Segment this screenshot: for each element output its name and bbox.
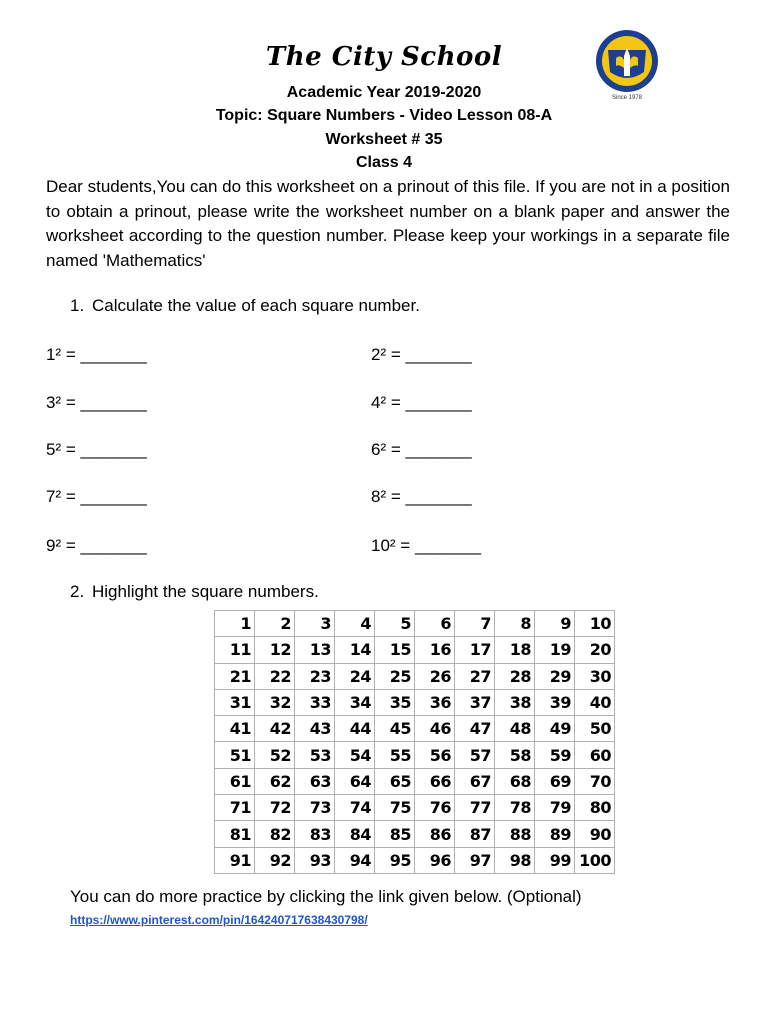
grid-cell[interactable]: 27 bbox=[455, 663, 495, 689]
grid-cell[interactable]: 34 bbox=[335, 689, 375, 715]
question-2 bbox=[70, 582, 319, 602]
grid-cell[interactable]: 9 bbox=[535, 611, 575, 637]
grid-cell[interactable]: 2 bbox=[255, 611, 295, 637]
grid-cell[interactable]: 90 bbox=[575, 821, 615, 847]
grid-cell[interactable]: 64 bbox=[335, 768, 375, 794]
grid-cell[interactable]: 68 bbox=[495, 768, 535, 794]
topic-title: Topic: Square Numbers - Video Lesson 08-A bbox=[215, 107, 553, 124]
grid-cell[interactable]: 22 bbox=[255, 663, 295, 689]
grid-cell[interactable]: 72 bbox=[255, 795, 295, 821]
grid-row bbox=[215, 689, 615, 715]
grid-cell[interactable]: 51 bbox=[215, 742, 255, 768]
grid-cell[interactable]: 30 bbox=[575, 663, 615, 689]
grid-cell[interactable]: 37 bbox=[455, 689, 495, 715]
question-1 bbox=[70, 296, 420, 316]
grid-row bbox=[215, 611, 615, 637]
grid-cell[interactable]: 21 bbox=[215, 663, 255, 689]
grid-cell[interactable]: 25 bbox=[375, 663, 415, 689]
grid-row bbox=[215, 847, 615, 873]
grid-cell[interactable]: 81 bbox=[215, 821, 255, 847]
grid-cell[interactable]: 57 bbox=[455, 742, 495, 768]
grid-cell[interactable]: 93 bbox=[295, 847, 335, 873]
grid-cell[interactable]: 71 bbox=[215, 795, 255, 821]
worksheet-number: Worksheet # 35 bbox=[325, 131, 443, 148]
grid-cell[interactable]: 75 bbox=[375, 795, 415, 821]
grid-cell[interactable]: 31 bbox=[215, 689, 255, 715]
grid-cell[interactable]: 8 bbox=[495, 611, 535, 637]
question-2-text: Highlight the square numbers. bbox=[92, 582, 319, 601]
grid-row bbox=[215, 795, 615, 821]
square-item: 10² = _______ bbox=[371, 536, 482, 555]
grid-cell[interactable]: 13 bbox=[295, 637, 335, 663]
grid-cell[interactable]: 89 bbox=[535, 821, 575, 847]
grid-cell[interactable]: 1 bbox=[215, 611, 255, 637]
grid-cell[interactable]: 17 bbox=[455, 637, 495, 663]
more-practice-text: You can do more practice by clicking the link given below. (Optional) bbox=[70, 887, 582, 906]
grid-cell[interactable]: 62 bbox=[255, 768, 295, 794]
grid-cell[interactable]: 43 bbox=[295, 716, 335, 742]
grid-cell[interactable]: 54 bbox=[335, 742, 375, 768]
square-item: 3² = _______ bbox=[46, 393, 147, 412]
square-item: 4² = _______ bbox=[371, 393, 472, 412]
grid-cell[interactable]: 79 bbox=[535, 795, 575, 821]
grid-cell[interactable]: 4 bbox=[335, 611, 375, 637]
grid-cell[interactable]: 69 bbox=[535, 768, 575, 794]
grid-cell[interactable]: 12 bbox=[255, 637, 295, 663]
logo-since-text: Since 1978 bbox=[611, 95, 643, 101]
grid-cell[interactable]: 98 bbox=[495, 847, 535, 873]
class-label: Class 4 bbox=[355, 154, 413, 171]
grid-cell[interactable]: 46 bbox=[415, 716, 455, 742]
grid-cell[interactable]: 70 bbox=[575, 768, 615, 794]
grid-cell[interactable]: 53 bbox=[295, 742, 335, 768]
hundred-square-grid bbox=[214, 610, 615, 874]
grid-cell[interactable]: 7 bbox=[455, 611, 495, 637]
grid-cell[interactable]: 66 bbox=[415, 768, 455, 794]
grid-cell[interactable]: 61 bbox=[215, 768, 255, 794]
grid-cell[interactable]: 73 bbox=[295, 795, 335, 821]
grid-cell[interactable]: 19 bbox=[535, 637, 575, 663]
grid-cell[interactable]: 26 bbox=[415, 663, 455, 689]
grid-cell[interactable]: 41 bbox=[215, 716, 255, 742]
grid-cell[interactable]: 56 bbox=[415, 742, 455, 768]
grid-cell[interactable]: 11 bbox=[215, 637, 255, 663]
grid-cell[interactable]: 100 bbox=[575, 847, 615, 873]
grid-cell[interactable]: 16 bbox=[415, 637, 455, 663]
grid-cell[interactable]: 20 bbox=[575, 637, 615, 663]
grid-cell[interactable]: 82 bbox=[255, 821, 295, 847]
grid-cell[interactable]: 48 bbox=[495, 716, 535, 742]
grid-row bbox=[215, 637, 615, 663]
grid-cell[interactable]: 40 bbox=[575, 689, 615, 715]
grid-cell[interactable]: 39 bbox=[535, 689, 575, 715]
grid-cell[interactable]: 6 bbox=[415, 611, 455, 637]
grid-cell[interactable]: 5 bbox=[375, 611, 415, 637]
grid-cell[interactable]: 97 bbox=[455, 847, 495, 873]
pinterest-link[interactable]: https://www.pinterest.com/pin/164240717638430798/ bbox=[70, 913, 368, 927]
grid-cell[interactable]: 38 bbox=[495, 689, 535, 715]
square-item: 6² = _______ bbox=[371, 440, 472, 459]
grid-cell[interactable]: 83 bbox=[295, 821, 335, 847]
grid-cell[interactable]: 65 bbox=[375, 768, 415, 794]
grid-cell[interactable]: 77 bbox=[455, 795, 495, 821]
grid-cell[interactable]: 24 bbox=[335, 663, 375, 689]
grid-cell[interactable]: 47 bbox=[455, 716, 495, 742]
grid-cell[interactable]: 28 bbox=[495, 663, 535, 689]
intro-paragraph: Dear students,You can do this worksheet on a prinout of this file. If you are not in a position to obtain a prinout, please write the worksheet number on a blank paper and answer the worksheet according to the question number. Please keep your workings in a separate file named 'Mathematics' bbox=[46, 177, 730, 270]
grid-cell[interactable]: 55 bbox=[375, 742, 415, 768]
grid-cell[interactable]: 85 bbox=[375, 821, 415, 847]
question-1-text: Calculate the value of each square number. bbox=[92, 296, 420, 315]
grid-cell[interactable]: 86 bbox=[415, 821, 455, 847]
grid-cell[interactable]: 10 bbox=[575, 611, 615, 637]
square-item: 1² = _______ bbox=[46, 345, 147, 364]
grid-cell[interactable]: 95 bbox=[375, 847, 415, 873]
grid-cell[interactable]: 33 bbox=[295, 689, 335, 715]
square-item: 2² = _______ bbox=[371, 345, 472, 364]
grid-cell[interactable]: 84 bbox=[335, 821, 375, 847]
grid-cell[interactable]: 78 bbox=[495, 795, 535, 821]
grid-cell[interactable]: 59 bbox=[535, 742, 575, 768]
grid-cell[interactable]: 76 bbox=[415, 795, 455, 821]
grid-cell[interactable]: 87 bbox=[455, 821, 495, 847]
grid-cell[interactable]: 74 bbox=[335, 795, 375, 821]
grid-cell[interactable]: 29 bbox=[535, 663, 575, 689]
school-name: The City School bbox=[265, 42, 503, 72]
grid-row bbox=[215, 821, 615, 847]
square-item: 8² = _______ bbox=[371, 487, 472, 506]
grid-cell[interactable]: 14 bbox=[335, 637, 375, 663]
square-item: 9² = _______ bbox=[46, 536, 147, 555]
grid-cell[interactable]: 45 bbox=[375, 716, 415, 742]
question-1-number: 1. bbox=[70, 296, 85, 315]
grid-row bbox=[215, 663, 615, 689]
grid-cell[interactable]: 36 bbox=[415, 689, 455, 715]
grid-cell[interactable]: 15 bbox=[375, 637, 415, 663]
grid-cell[interactable]: 94 bbox=[335, 847, 375, 873]
square-item: 5² = _______ bbox=[46, 440, 147, 459]
grid-cell[interactable]: 35 bbox=[375, 689, 415, 715]
grid-cell[interactable]: 18 bbox=[495, 637, 535, 663]
grid-cell[interactable]: 58 bbox=[495, 742, 535, 768]
grid-row bbox=[215, 742, 615, 768]
question-2-number: 2. bbox=[70, 582, 85, 601]
grid-cell[interactable]: 3 bbox=[295, 611, 335, 637]
grid-cell[interactable]: 42 bbox=[255, 716, 295, 742]
grid-cell[interactable]: 32 bbox=[255, 689, 295, 715]
grid-cell[interactable]: 92 bbox=[255, 847, 295, 873]
grid-cell[interactable]: 63 bbox=[295, 768, 335, 794]
grid-cell[interactable]: 88 bbox=[495, 821, 535, 847]
grid-cell[interactable]: 60 bbox=[575, 742, 615, 768]
academic-year: Academic Year 2019-2020 bbox=[286, 84, 482, 101]
grid-cell[interactable]: 23 bbox=[295, 663, 335, 689]
grid-row bbox=[215, 768, 615, 794]
square-item: 7² = _______ bbox=[46, 487, 147, 506]
grid-row bbox=[215, 716, 615, 742]
grid-cell[interactable]: 96 bbox=[415, 847, 455, 873]
grid-cell[interactable]: 44 bbox=[335, 716, 375, 742]
grid-cell[interactable]: 52 bbox=[255, 742, 295, 768]
grid-cell[interactable]: 50 bbox=[575, 716, 615, 742]
grid-cell[interactable]: 91 bbox=[215, 847, 255, 873]
grid-cell[interactable]: 80 bbox=[575, 795, 615, 821]
grid-cell[interactable]: 67 bbox=[455, 768, 495, 794]
grid-cell[interactable]: 99 bbox=[535, 847, 575, 873]
grid-cell[interactable]: 49 bbox=[535, 716, 575, 742]
